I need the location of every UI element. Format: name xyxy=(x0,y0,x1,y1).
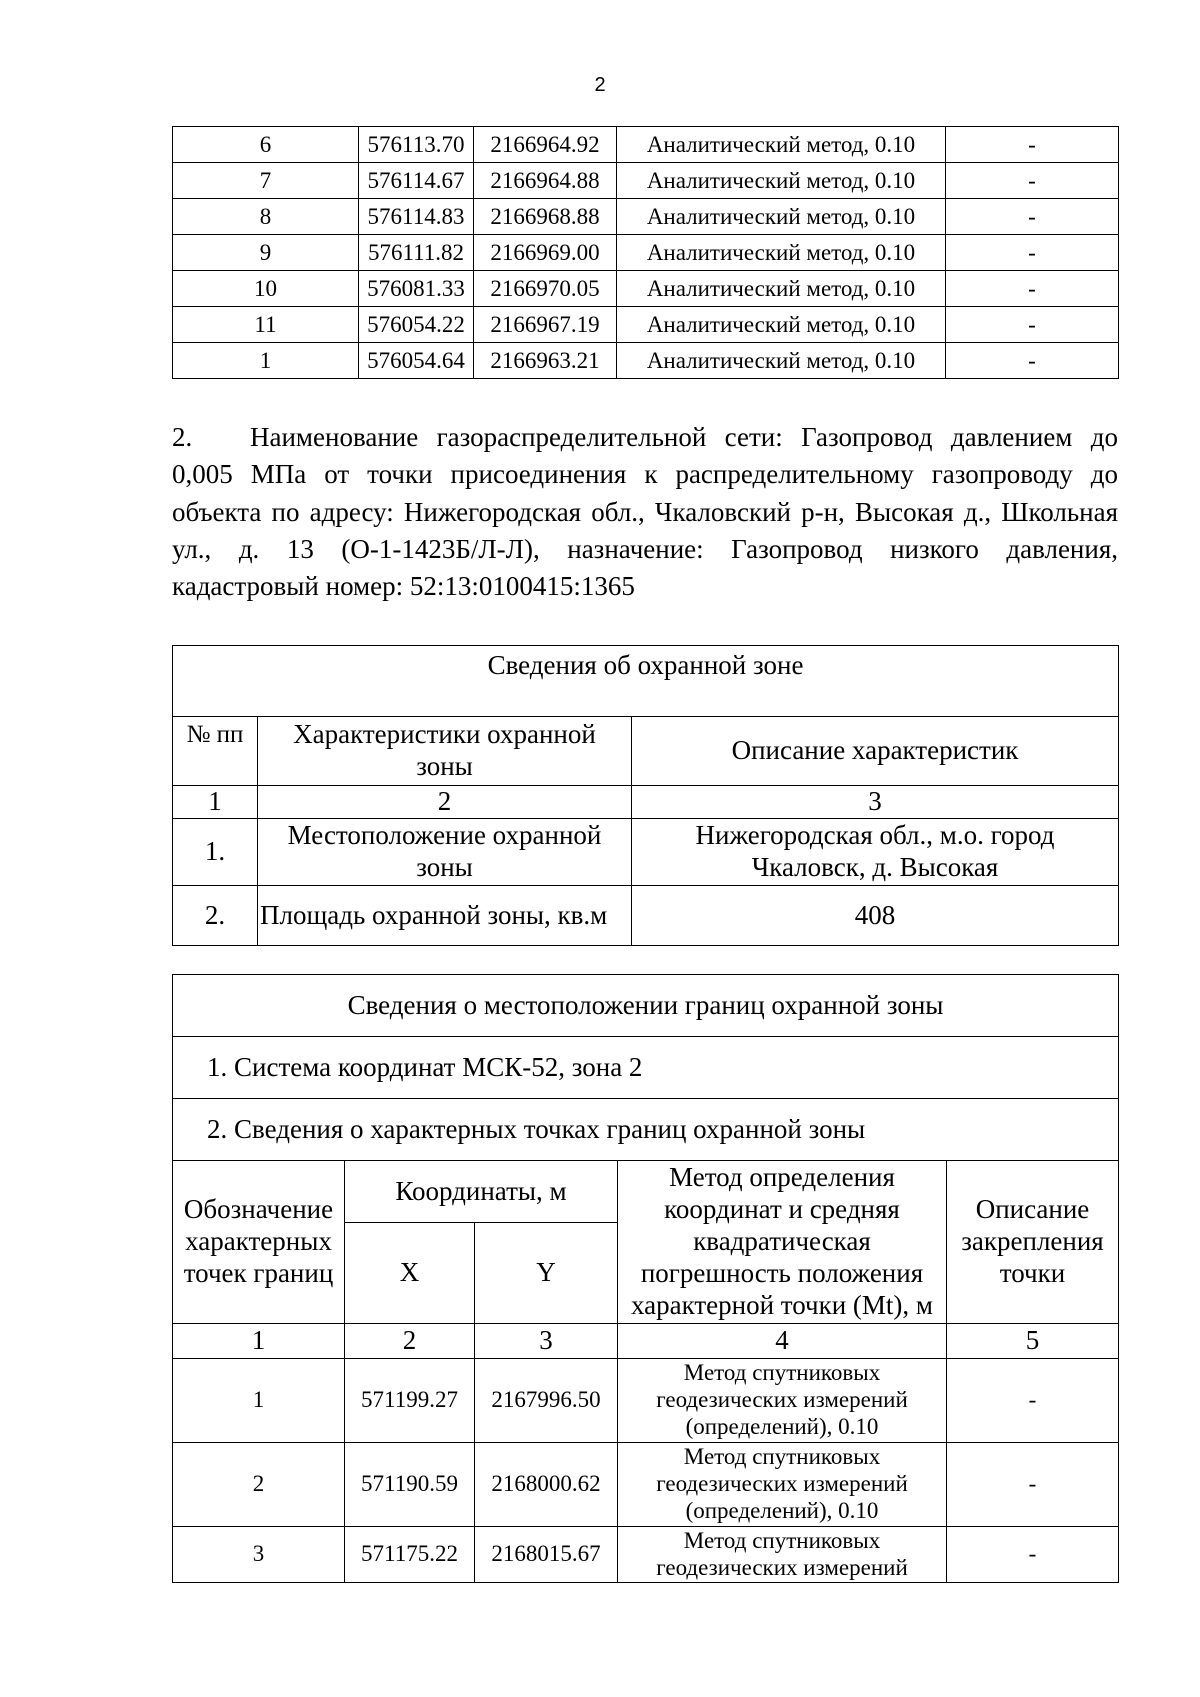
coord-y: 2166970.05 xyxy=(474,271,617,307)
coord-x: 571199.27 xyxy=(345,1359,475,1443)
method: Аналитический метод, 0.10 xyxy=(617,343,946,379)
coord-x: 576054.64 xyxy=(359,343,474,379)
method: Аналитический метод, 0.10 xyxy=(617,127,946,163)
table-row xyxy=(173,819,1119,886)
fixing-description: - xyxy=(946,235,1119,271)
row-number: 1. xyxy=(173,819,258,886)
point-number: 1 xyxy=(173,343,359,379)
header-fixing-description: Описание закрепления точки xyxy=(947,1161,1119,1324)
method: Аналитический метод, 0.10 xyxy=(617,235,946,271)
header-number: № пп xyxy=(173,717,258,786)
table-row xyxy=(173,235,1119,271)
header-characteristics: Характеристики охранной зоны xyxy=(258,717,632,786)
table-row xyxy=(173,307,1119,343)
characteristic: Местоположение охранной зоны xyxy=(258,819,632,886)
coordinates-table-continued xyxy=(172,126,1119,379)
index-cell: 3 xyxy=(632,786,1119,819)
coord-y: 2168000.62 xyxy=(475,1443,618,1527)
fixing-description: - xyxy=(946,271,1119,307)
point-number: 3 xyxy=(173,1527,345,1583)
table-row xyxy=(173,1527,1119,1583)
coord-x: 571190.59 xyxy=(345,1443,475,1527)
fixing-description: - xyxy=(946,127,1119,163)
fixing-description: - xyxy=(947,1359,1119,1443)
fixing-description: - xyxy=(947,1443,1119,1527)
point-number: 11 xyxy=(173,307,359,343)
page-number: 2 xyxy=(594,74,606,96)
table-row xyxy=(173,271,1119,307)
method: Аналитический метод, 0.10 xyxy=(617,271,946,307)
method: Метод спутниковых геодезических измерений xyxy=(618,1527,947,1583)
index-cell: 1 xyxy=(173,786,258,819)
point-number: 8 xyxy=(173,199,359,235)
points-title: 2. Сведения о характерных точках границ охранной зоны xyxy=(173,1099,1119,1161)
coord-y: 2168015.67 xyxy=(475,1527,618,1583)
index-cell: 5 xyxy=(947,1324,1119,1359)
header-y: Y xyxy=(475,1223,618,1324)
header-description: Описание характеристик xyxy=(632,717,1119,786)
method: Метод спутниковых геодезических измерений (определений), 0.10 xyxy=(618,1359,947,1443)
boundaries-title: Сведения о местоположении границ охранной зоны xyxy=(173,975,1119,1037)
point-number: 9 xyxy=(173,235,359,271)
coord-y: 2167996.50 xyxy=(475,1359,618,1443)
coord-y: 2166969.00 xyxy=(474,235,617,271)
header-x: X xyxy=(345,1223,475,1324)
characteristic-value: Нижегородская обл., м.о. город Чкаловск, д. Высокая xyxy=(632,819,1119,886)
fixing-description: - xyxy=(946,199,1119,235)
section-number: 2. xyxy=(172,422,193,452)
point-number: 2 xyxy=(173,1443,345,1527)
coord-y: 2166964.88 xyxy=(474,163,617,199)
characteristic-value: 408 xyxy=(632,886,1119,946)
fixing-description: - xyxy=(947,1527,1119,1583)
coord-x: 576114.83 xyxy=(359,199,474,235)
header-method: Метод определения координат и средняя квадратическая погрешность положения характерной точки (Mt), м xyxy=(618,1161,947,1324)
table-row xyxy=(173,886,1119,946)
index-cell: 2 xyxy=(258,786,632,819)
index-cell: 4 xyxy=(618,1324,947,1359)
network-name-paragraph xyxy=(172,419,1118,605)
method: Аналитический метод, 0.10 xyxy=(617,307,946,343)
coord-x: 576113.70 xyxy=(359,127,474,163)
protective-zone-info-table xyxy=(172,645,1119,946)
point-number: 10 xyxy=(173,271,359,307)
section-text: Наименование газораспределительной сети: Газопровод давлением до 0,005 МПа от точки присоединения к распределительному газопроводу до объекта по адресу: Нижегородская обл., Чкаловский р-н, Высокая д., Школьная ул., д. 13 (О-1-1423Б/Л-Л), назначение: Газопровод низкого давления, кадастровый номер: 52:13:0100415:1365 xyxy=(172,422,1118,602)
fixing-description: - xyxy=(946,343,1119,379)
point-number: 6 xyxy=(173,127,359,163)
point-number: 1 xyxy=(173,1359,345,1443)
row-number: 2. xyxy=(173,886,258,946)
index-cell: 3 xyxy=(475,1324,618,1359)
header-designation: Обозначение характерных точек границ xyxy=(173,1161,345,1324)
method: Аналитический метод, 0.10 xyxy=(617,163,946,199)
zone-info-title: Сведения об охранной зоне xyxy=(173,646,1119,717)
coord-x: 576114.67 xyxy=(359,163,474,199)
table-row xyxy=(173,199,1119,235)
coord-y: 2166964.92 xyxy=(474,127,617,163)
table-row xyxy=(173,343,1119,379)
index-cell: 1 xyxy=(173,1324,345,1359)
table-row xyxy=(173,1359,1119,1443)
table-row xyxy=(173,127,1119,163)
boundary-points-table xyxy=(172,974,1119,1583)
coord-y: 2166968.88 xyxy=(474,199,617,235)
coord-y: 2166967.19 xyxy=(474,307,617,343)
method: Метод спутниковых геодезических измерений (определений), 0.10 xyxy=(618,1443,947,1527)
fixing-description: - xyxy=(946,307,1119,343)
coord-x: 576054.22 xyxy=(359,307,474,343)
coord-x: 571175.22 xyxy=(345,1527,475,1583)
characteristic: Площадь охранной зоны, кв.м xyxy=(258,886,632,946)
coord-y: 2166963.21 xyxy=(474,343,617,379)
table-row xyxy=(173,1443,1119,1527)
coordinate-system: 1. Система координат МСК-52, зона 2 xyxy=(173,1037,1119,1099)
coord-x: 576081.33 xyxy=(359,271,474,307)
index-cell: 2 xyxy=(345,1324,475,1359)
header-coordinates: Координаты, м xyxy=(345,1161,618,1223)
coord-x: 576111.82 xyxy=(359,235,474,271)
fixing-description: - xyxy=(946,163,1119,199)
point-number: 7 xyxy=(173,163,359,199)
table-row xyxy=(173,163,1119,199)
method: Аналитический метод, 0.10 xyxy=(617,199,946,235)
